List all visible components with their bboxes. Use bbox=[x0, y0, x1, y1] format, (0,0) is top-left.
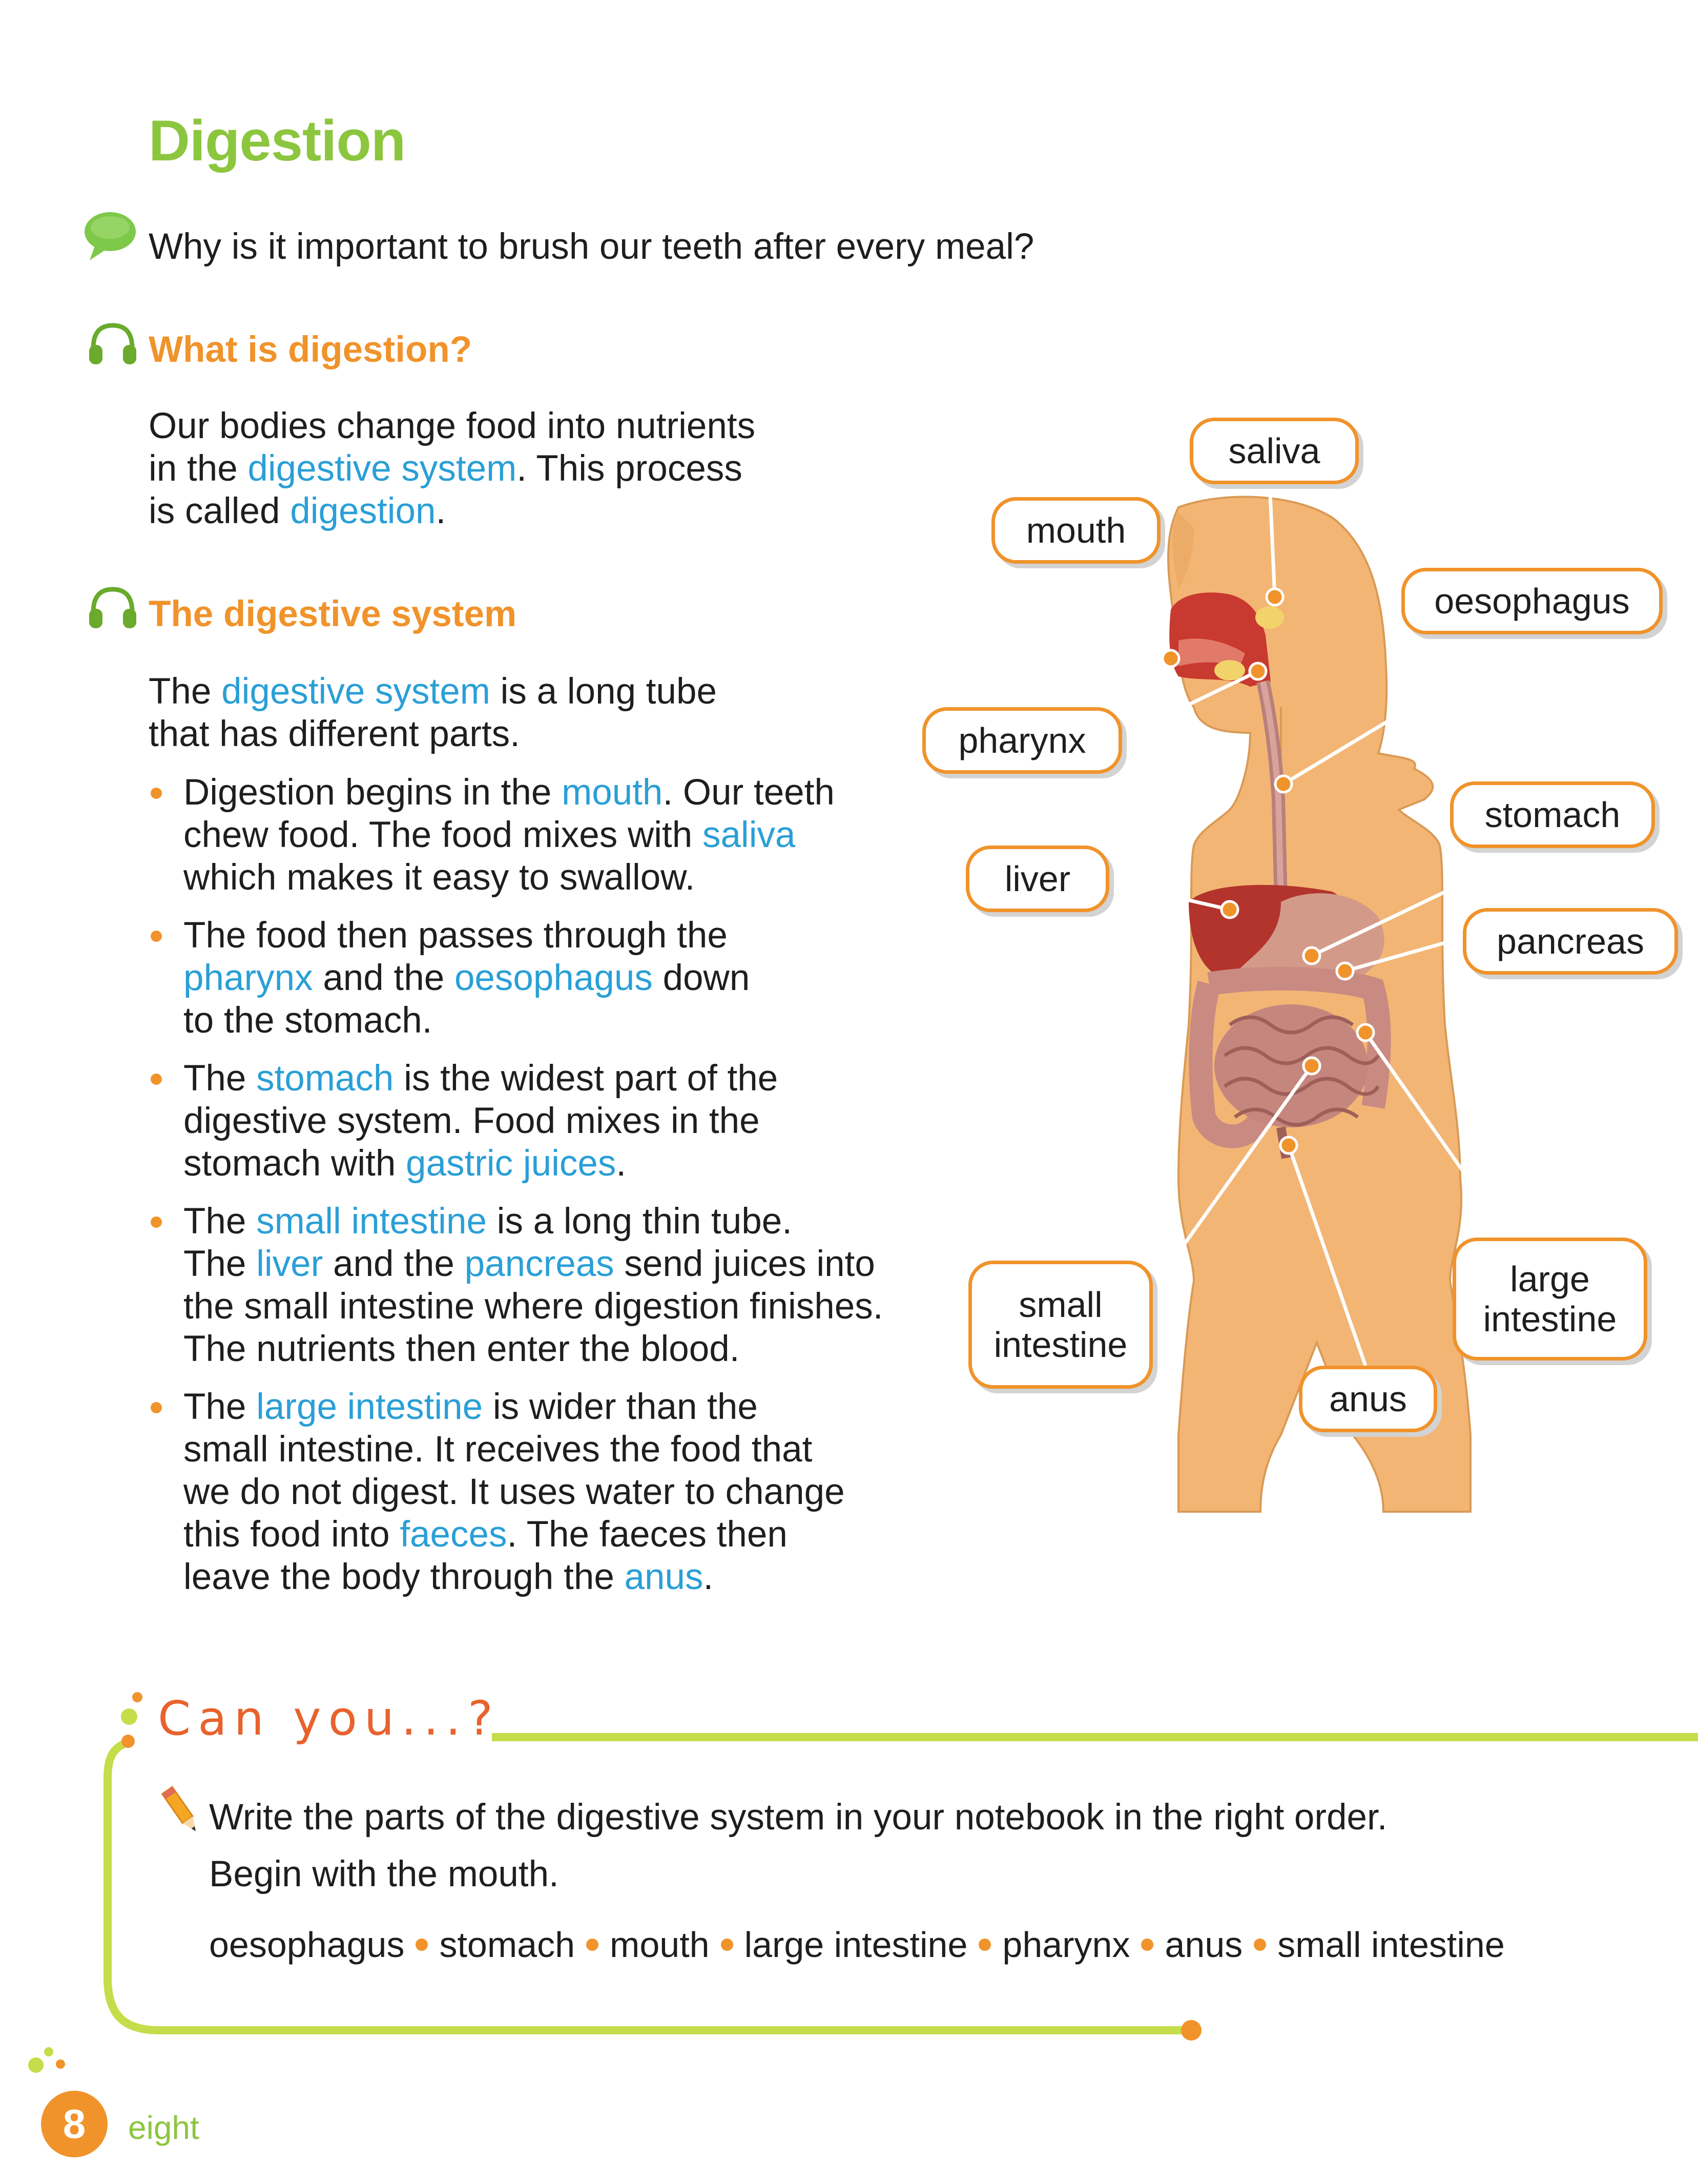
word-item: pharynx bbox=[1002, 1925, 1130, 1965]
word-item: oesophagus bbox=[209, 1925, 405, 1965]
keyword: digestive system bbox=[221, 671, 490, 712]
word-separator-dot bbox=[1254, 1939, 1266, 1951]
section1-paragraph: Our bodies change food into nutrients in the digestive system. This process is called digestion. bbox=[149, 406, 756, 531]
word-separator-dot bbox=[416, 1939, 428, 1951]
word-item: mouth bbox=[610, 1925, 710, 1965]
word-separator-dot bbox=[586, 1939, 598, 1951]
word-bank bbox=[209, 1924, 1505, 1965]
list-item: The food then passes through the pharynx and the oesophagus down to the stomach. bbox=[149, 914, 883, 1042]
label-pancreas: pancreas bbox=[1463, 908, 1678, 975]
page-number-word: eight bbox=[128, 2109, 199, 2146]
label-saliva: saliva bbox=[1190, 418, 1359, 484]
pencil-icon bbox=[159, 1783, 205, 1840]
section-heading-what-is-digestion: What is digestion? bbox=[149, 329, 472, 370]
label-oesophagus: oesophagus bbox=[1401, 568, 1663, 634]
label-stomach: stomach bbox=[1450, 781, 1655, 848]
word-item: stomach bbox=[439, 1925, 575, 1965]
list-item: Digestion begins in the mouth. Our teeth chew food. The food mixes with saliva which makes it easy to swallow. bbox=[149, 771, 883, 899]
label-anus: anus bbox=[1299, 1366, 1437, 1432]
list-item: The stomach is the widest part of the digestive system. Food mixes in the stomach with gastric juices. bbox=[149, 1057, 883, 1185]
footer-decoration-dots bbox=[20, 2045, 72, 2091]
label-mouth: mouth bbox=[991, 497, 1161, 564]
word-item: small intestine bbox=[1277, 1925, 1505, 1965]
keyword: digestive system bbox=[247, 448, 517, 489]
word-separator-dot bbox=[979, 1939, 991, 1951]
intro-question: Why is it important to brush our teeth after every meal? bbox=[149, 226, 1034, 267]
label-small-intestine: small intestine bbox=[968, 1261, 1153, 1389]
page-number: 8 bbox=[41, 2091, 108, 2157]
label-large-intestine: large intestine bbox=[1453, 1238, 1647, 1361]
list-item: The small intestine is a long thin tube. The liver and the pancreas send juices into the small intestine where digestion finishes. The nutrients then enter the blood. bbox=[149, 1200, 883, 1370]
word-item: anus bbox=[1165, 1925, 1243, 1965]
word-item: large intestine bbox=[744, 1925, 968, 1965]
list-item: The large intestine is wider than the small intestine. It receives the food that we do not digest. It uses water to change this food into faeces. The faeces then leave the body through the anus. bbox=[149, 1386, 883, 1598]
label-liver: liver bbox=[966, 846, 1109, 912]
word-separator-dot bbox=[721, 1939, 733, 1951]
keyword: digestion bbox=[290, 491, 436, 531]
word-separator-dot bbox=[1141, 1939, 1153, 1951]
label-pharynx: pharynx bbox=[922, 707, 1122, 774]
can-you-instruction: Write the parts of the digestive system in your notebook in the right order. Begin with the mouth. bbox=[209, 1797, 1388, 1894]
section2-intro: The digestive system is a long tube that has different parts. bbox=[149, 671, 717, 754]
section-heading-digestive-system: The digestive system bbox=[149, 594, 517, 634]
page-title: Digestion bbox=[149, 109, 406, 173]
can-you-title: Can you...? bbox=[158, 1691, 500, 1746]
